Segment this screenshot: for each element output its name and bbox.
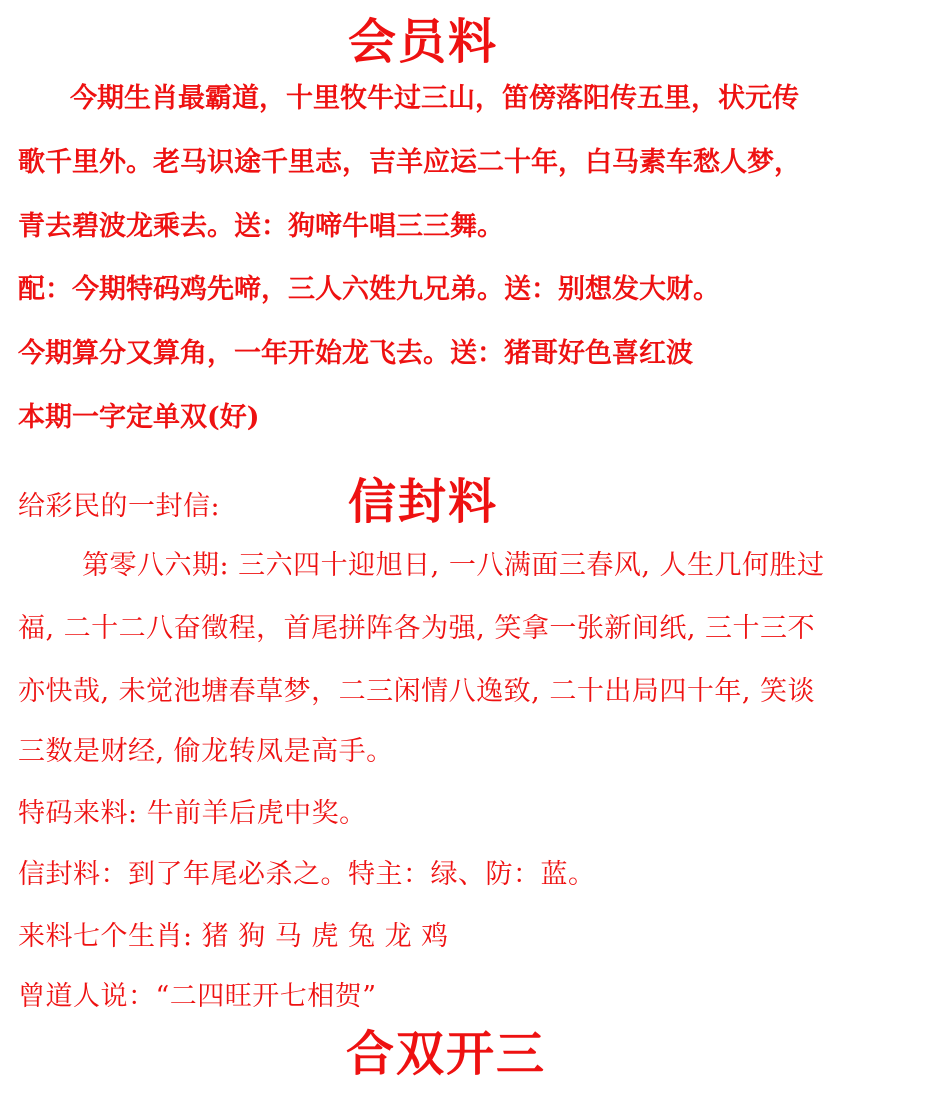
member-tip-line-3: 青去碧波龙乘去。送：狗啼牛唱三三舞。: [18, 211, 504, 242]
member-tip-line-1: 今期生肖最霸道，十里牧牛过三山，笛傍落阳传五里，状元传: [70, 83, 799, 114]
member-tip-line-6: 本期一字定单双(好): [18, 402, 260, 433]
envelope-tip-title: 信封料: [348, 474, 499, 530]
member-tip-line-2: 歌千里外。老马识途千里志，吉羊应运二十年，白马素车愁人梦，: [18, 147, 801, 178]
envelope-line-6: 信封料：到了年尾必杀之。特主：绿、防：蓝。: [18, 859, 596, 890]
envelope-line-1: 第零八六期: 三六四十迎旭日, 一八满面三春风, 人生几何胜过: [82, 550, 825, 581]
envelope-line-3: 亦快哉, 未觉池塘春草梦，二三闲情八逸致, 二十出局四十年, 笑谈: [18, 676, 815, 707]
member-tip-line-4: 配：今期特码鸡先啼，三人六姓九兄弟。送：别想发大财。: [18, 274, 720, 305]
envelope-line-4: 三数是财经, 偷龙转凤是高手。: [18, 736, 394, 767]
member-tip-title: 会员料: [348, 14, 499, 70]
member-tip-line-5: 今期算分又算角，一年开始龙飞去。送：猪哥好色喜红波: [18, 338, 693, 369]
envelope-line-2: 福, 二十二八奋徵程，首尾拼阵各为强, 笑拿一张新间纸, 三十三不: [18, 613, 815, 644]
envelope-line-8: 曾道人说：“二四旺开七相贺”: [18, 981, 377, 1012]
envelope-line-7: 来料七个生肖: 猪 狗 马 虎 兔 龙 鸡: [18, 921, 449, 952]
footer-title: 合双开三: [346, 1026, 547, 1082]
envelope-line-5: 特码来料: 牛前羊后虎中奖。: [18, 798, 367, 829]
letter-label: 给彩民的一封信:: [18, 491, 221, 522]
